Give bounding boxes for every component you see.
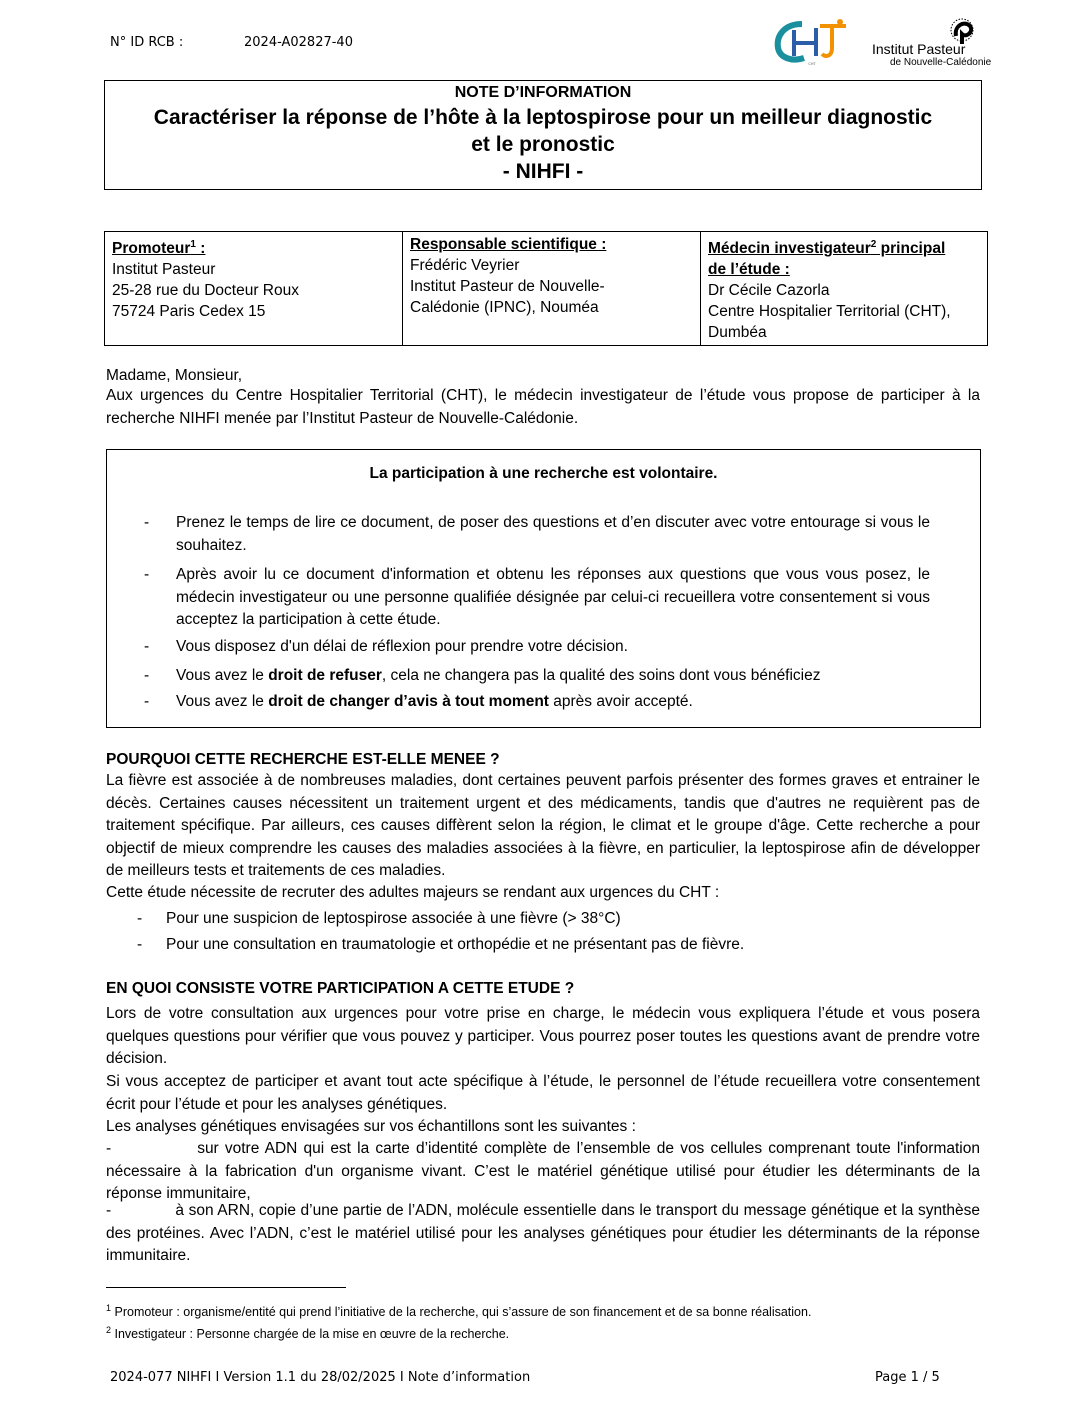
footnote-separator — [106, 1287, 346, 1288]
responsable-line: Calédonie (IPNC), Nouméa — [410, 299, 599, 316]
medecin-line: Centre Hospitalier Territorial (CHT), — [708, 303, 951, 321]
medecin-line: Dumbéa — [708, 324, 767, 342]
voluntary-participation-box: La participation à une recherche est volontaire. - Prenez le temps de lire ce document, de poser des questions et d’en discuter avec votre entourage si vous le souhaitez. - Après avoir lu ce document d'information et obtenu les réponses aux questions que vous vous posez, le médecin investigateur ou une personne qualifiée désignée par celui-ci recueillera votre consentement si vous acceptez la participation à cette étude. - Vous disposez d'un délai de réflexion pour prendre votre décision. - Vous avez le droit de refuser, cela ne changera pas la qualité des soins dont vous bénéficiez - Vous avez le droit de changer d’avis à tout moment après avoir accepté. — [106, 449, 981, 728]
section1-paragraph: La fièvre est associée à de nombreuses maladies, dont certaines peuvent parfois présenter des formes graves et entrainer le décès. Certaines causes nécessitent un traitement urgent et des médicaments, tandis que d'autres ne requièrent pas de traitement spécifique. Par ailleurs, ces causes diffèrent selon la région, le climat et le groupe d'âge. Cette recherche a pour objectif de mieux comprendre les causes des maladies associées à la fièvre, en particulier, la leptospirose afin de développer de meilleurs tests et traitements de ces maladies. — [106, 772, 980, 879]
footnote-1: $^1$ Promoteur : organisme/entité qui prend l’initiative de la recherche, qui s’assure de son financement et de sa bonne réalisation. — [106, 1303, 812, 1320]
promoteur-heading: Promoteur — [112, 240, 191, 258]
footer-version: 2024-077 NIHFI I Version 1.1 du 28/02/2025 I Note d’information — [110, 1370, 531, 1385]
study-title-line2: et le pronostic — [471, 133, 615, 156]
institut-pasteur-logo — [870, 10, 1005, 70]
medecin-cell: Médecin investigateur$^2$ principal de l’étude : Dr Cécile Cazorla Centre Hospitalier Territorial (CHT), Dumbéa — [701, 232, 988, 346]
promoteur-cell: Promoteur$^1$ : Institut Pasteur 25-28 rue du Docteur Roux 75724 Paris Cedex 15 — [105, 232, 403, 346]
footnote-ref-2: 2 — [870, 239, 877, 250]
ip-logo-line1: Institut Pasteur — [872, 41, 966, 57]
rcb-id-label: N° ID RCB : — [110, 35, 184, 50]
medecin-heading-cont: de l’étude : — [708, 261, 790, 279]
page-number: Page 1 / 5 — [875, 1370, 940, 1385]
cht-logo-text: CHT — [808, 62, 816, 66]
study-title-line1: Caractériser la réponse de l’hôte à la leptospirose pour un meilleur diagnostic — [153, 106, 933, 129]
study-acronym: - NIHFI - — [502, 160, 584, 183]
section2-paragraph-2: Si vous acceptez de participer et avant tout acte spécifique à l’étude, le personnel de l’étude recueillera votre consentement écrit pour l’étude et pour les analyses génétiques. — [106, 1073, 980, 1113]
study-contacts-table — [104, 231, 988, 346]
medecin-line: Dr Cécile Cazorla — [708, 282, 830, 300]
greeting: Madame, Monsieur, — [106, 367, 243, 384]
rcb-id — [110, 35, 353, 50]
promoteur-line: 75724 Paris Cedex 15 — [112, 303, 266, 321]
section-heading-why: POURQUOI CETTE RECHERCHE EST-ELLE MENEE ? — [106, 751, 500, 768]
section-heading-participation: EN QUOI CONSISTE VOTRE PARTICIPATION A CETTE ETUDE ? — [106, 980, 575, 997]
ip-logo-line2: de Nouvelle-Calédonie — [890, 57, 992, 68]
right-to-change-mind: droit de changer d’avis à tout moment — [268, 693, 549, 710]
footnote-ref-1: 1 — [190, 239, 196, 250]
responsable-heading: Responsable scientifique : — [410, 236, 607, 253]
footnote-2: $^2$ Investigateur : Personne chargée de la mise en œuvre de la recherche. — [106, 1325, 510, 1342]
title-box — [104, 80, 982, 190]
rcb-id-value: 2024-A02827-40 — [244, 35, 353, 50]
analysis-item-arn: - à son ARN, copie d’une partie de l’ADN, molécule essentielle dans le transport du message génétique et la synthèse des protéines. Avec l’ADN, c’est le matériel utilisé pour les analyses génétiques pour étudier les déterminants de la réponse immunitaire. — [106, 1202, 980, 1264]
responsable-line: Frédéric Veyrier — [410, 257, 520, 274]
intro-paragraph: Aux urgences du Centre Hospitalier Territorial (CHT), le médecin investigateur de l’étude vous propose de participer à la recherche NIHFI menée par l’Institut Pasteur de Nouvelle-Calédonie. — [106, 387, 980, 427]
responsable-cell — [403, 232, 701, 346]
voluntary-title: La participation à une recherche est volontaire. — [369, 465, 718, 482]
promoteur-line: 25-28 rue du Docteur Roux — [112, 282, 299, 300]
responsable-line: Institut Pasteur de Nouvelle- — [410, 278, 605, 295]
cht-logo — [772, 18, 852, 70]
section2-paragraph-3: Les analyses génétiques envisagées sur vos échantillons sont les suivantes : — [106, 1118, 636, 1135]
right-to-refuse: droit de refuser — [268, 667, 382, 684]
promoteur-line: Institut Pasteur — [112, 261, 216, 279]
section2-paragraph-1: Lors de votre consultation aux urgences pour votre prise en charge, le médecin vous expliquera l’étude et vous posera quelques questions pour vérifier que vous pouvez y participer. Vous pourrez poser toutes les questions avant de prendre votre décision. — [106, 1005, 980, 1067]
medecin-heading: Médecin investigateur — [708, 240, 871, 258]
doc-type-title: NOTE D’INFORMATION — [454, 84, 632, 101]
analysis-item-adn: - sur votre ADN qui est la carte d’identité complète de l’ensemble de vos cellules comprenant toute l'information nécessaire à la fabrication d'un organisme vivant. C’est le matériel génétique utilisé pour étudier les déterminants de la réponse immunitaire, — [106, 1140, 980, 1202]
section1-paragraph-2: Cette étude nécessite de recruter des adultes majeurs se rendant aux urgences du CHT : — [106, 884, 720, 901]
